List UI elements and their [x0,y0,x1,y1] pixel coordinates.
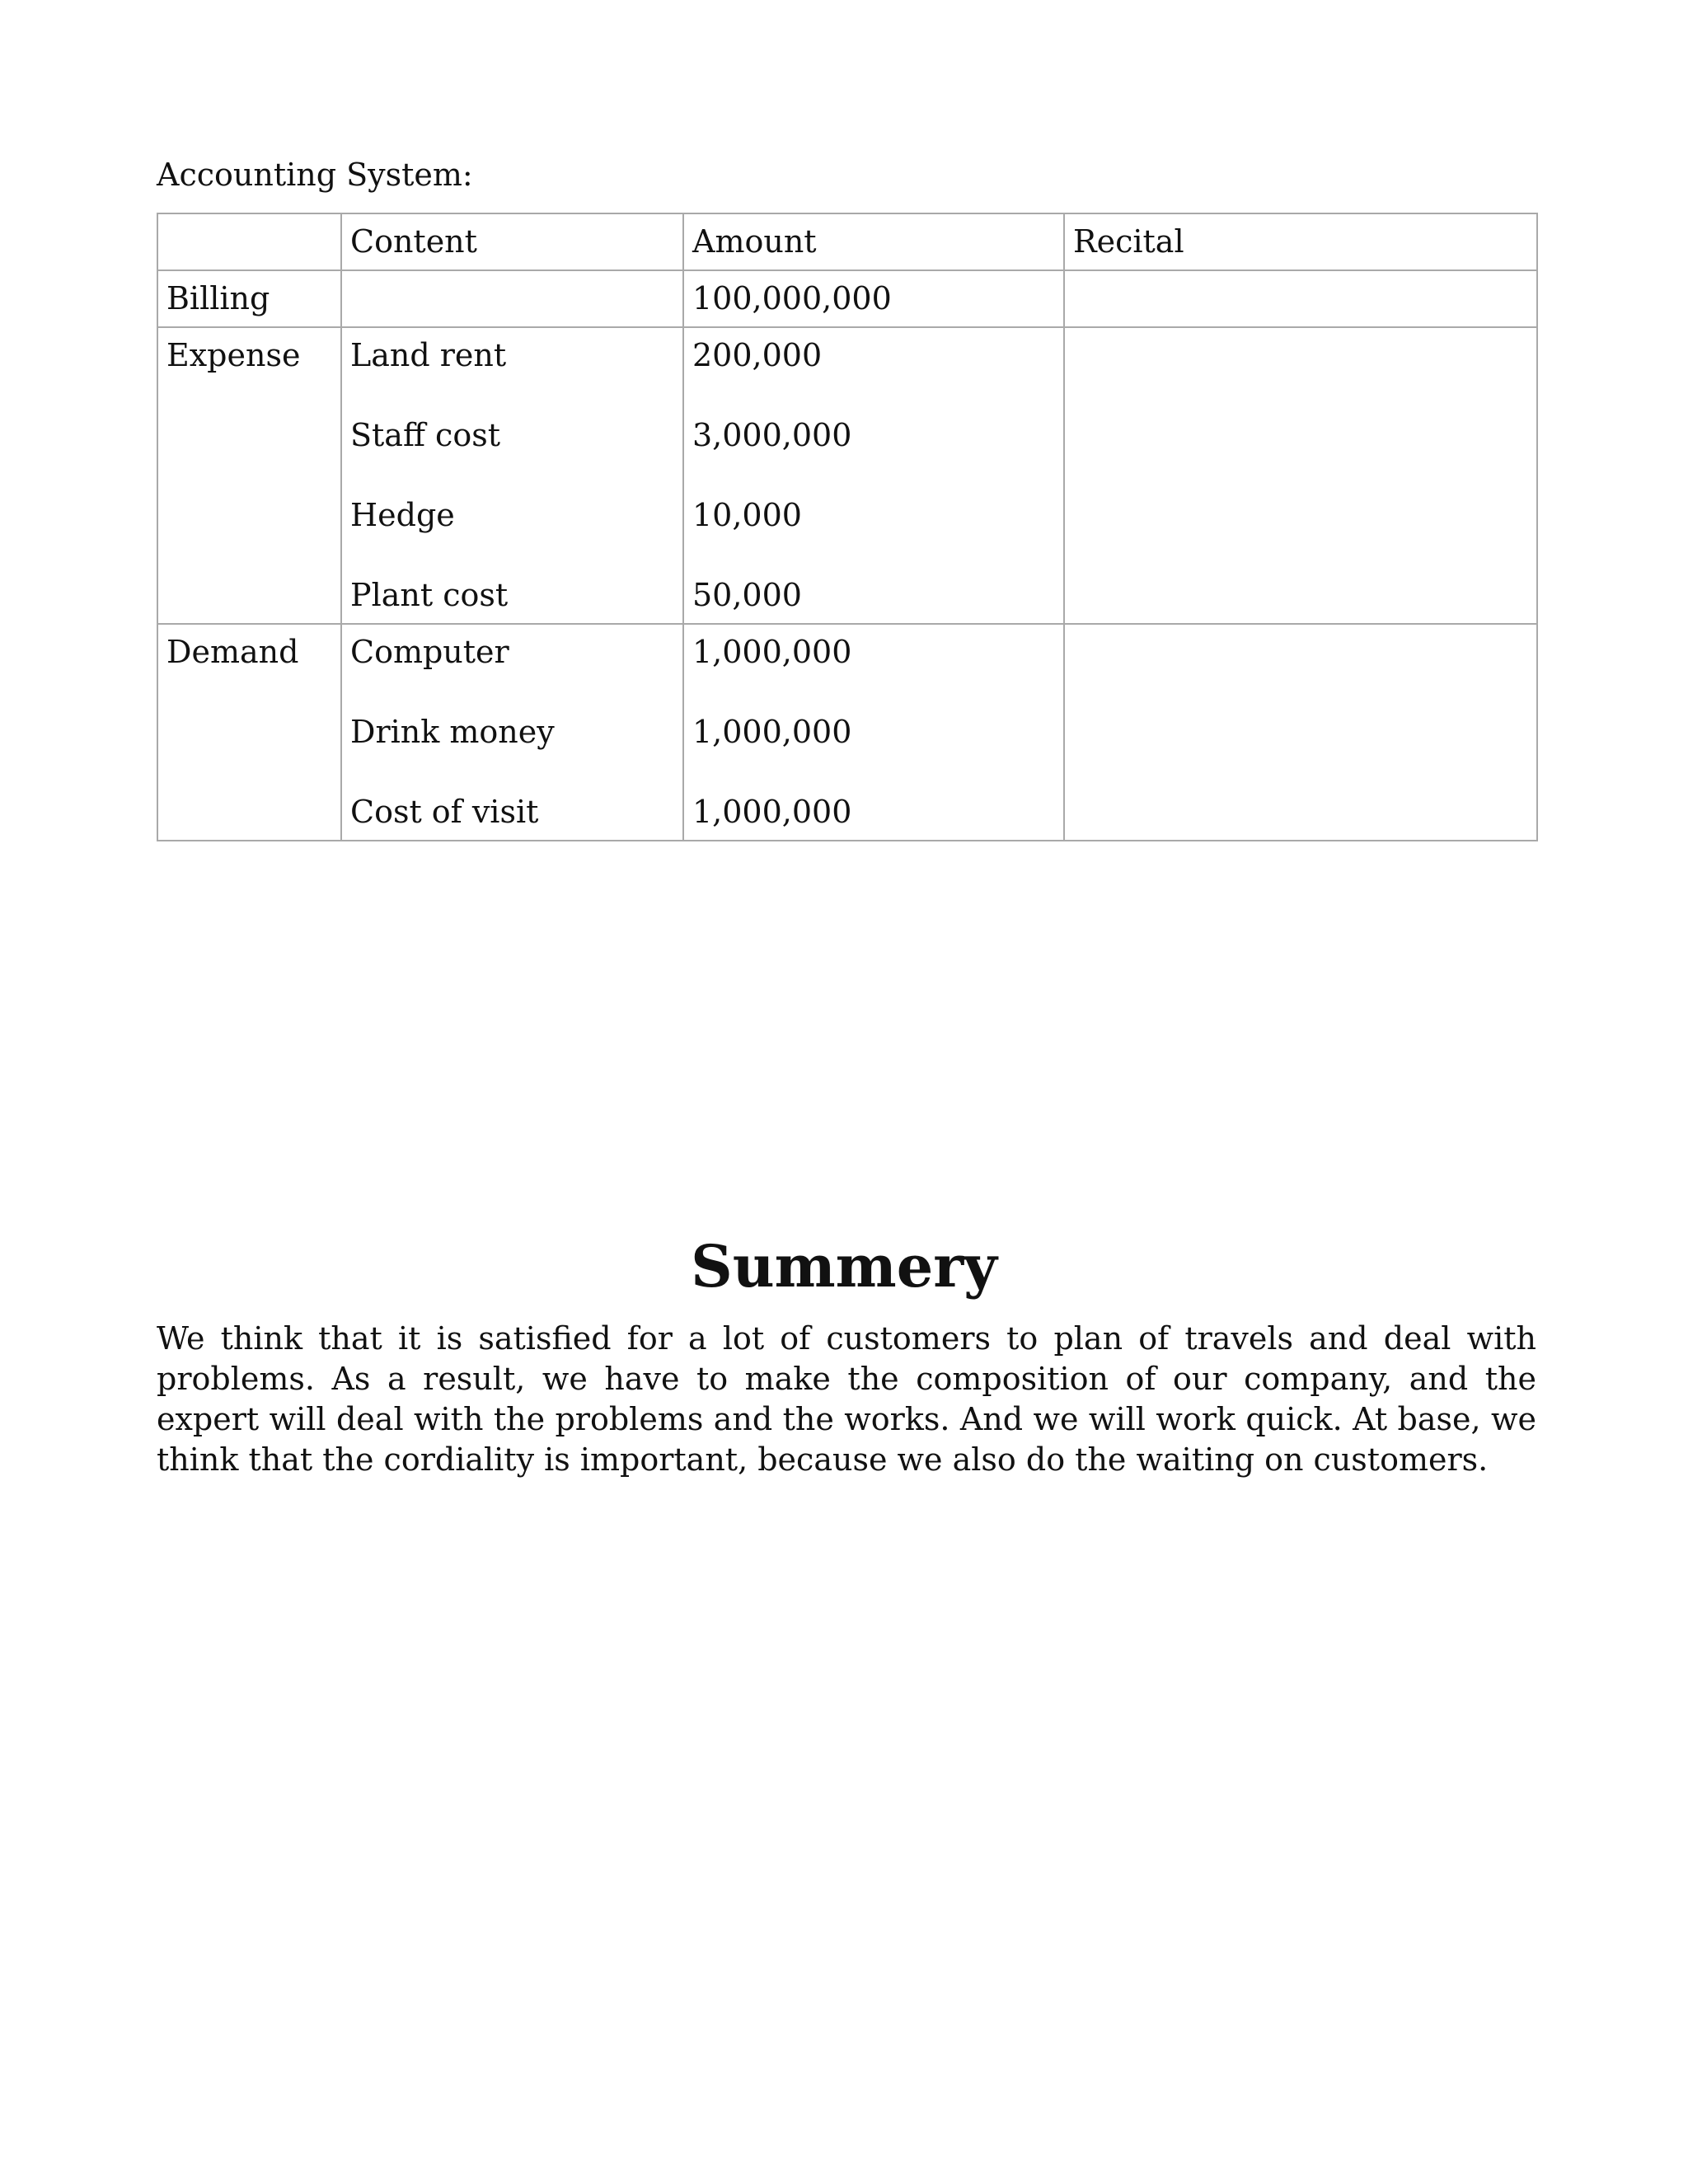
summary-title: Summery [691,1232,997,1301]
amount-item: 1,000,000 [692,794,852,830]
summary-paragraph: We think that it is satisfied for a lot of customers to plan of travels and deal with problems. As a result, we have to make the composition of our company, and the expert will deal with the problems and the works. And we will work quick. At base, we think that the cordiality is important, because we also do the waiting on customers. [157,1320,1536,1478]
recital-cell [1064,327,1537,624]
header-cell-content: Content [341,213,683,270]
content-item: Computer [350,634,509,670]
category-cell [157,624,341,841]
amount-item: 50,000 [692,577,802,613]
content-item: Land rent [350,337,507,373]
amount-item: 1,000,000 [692,714,852,750]
category-cell: Billing [157,270,341,327]
content-item: Cost of visit [350,794,539,830]
accounting-table [157,213,1538,841]
content-cell [341,270,683,327]
table-row-expense [157,327,1537,624]
table-header-row [157,213,1537,270]
content-item: Hedge [350,497,455,533]
content-item: Drink money [350,714,555,750]
category-label: Demand [166,634,299,670]
recital-cell [1064,624,1537,841]
content-cell [341,624,683,841]
amount-cell: 100,000,000 [683,270,1064,327]
content-cell [341,327,683,624]
amount-cell [683,327,1064,624]
header-cell-category [157,213,341,270]
category-label: Expense [166,337,301,373]
amount-item: 10,000 [692,497,802,533]
amount-item: 3,000,000 [692,417,852,453]
table-row-billing [157,270,1537,327]
amount-item: 1,000,000 [692,634,852,670]
amount-cell [683,624,1064,841]
recital-cell [1064,270,1537,327]
section-heading: Accounting System: [157,157,473,193]
category-cell [157,327,341,624]
amount-item: 200,000 [692,337,823,373]
table-row-demand [157,624,1537,841]
content-item: Plant cost [350,577,509,613]
header-cell-recital: Recital [1064,213,1537,270]
content-item: Staff cost [350,417,500,453]
header-cell-amount: Amount [683,213,1064,270]
